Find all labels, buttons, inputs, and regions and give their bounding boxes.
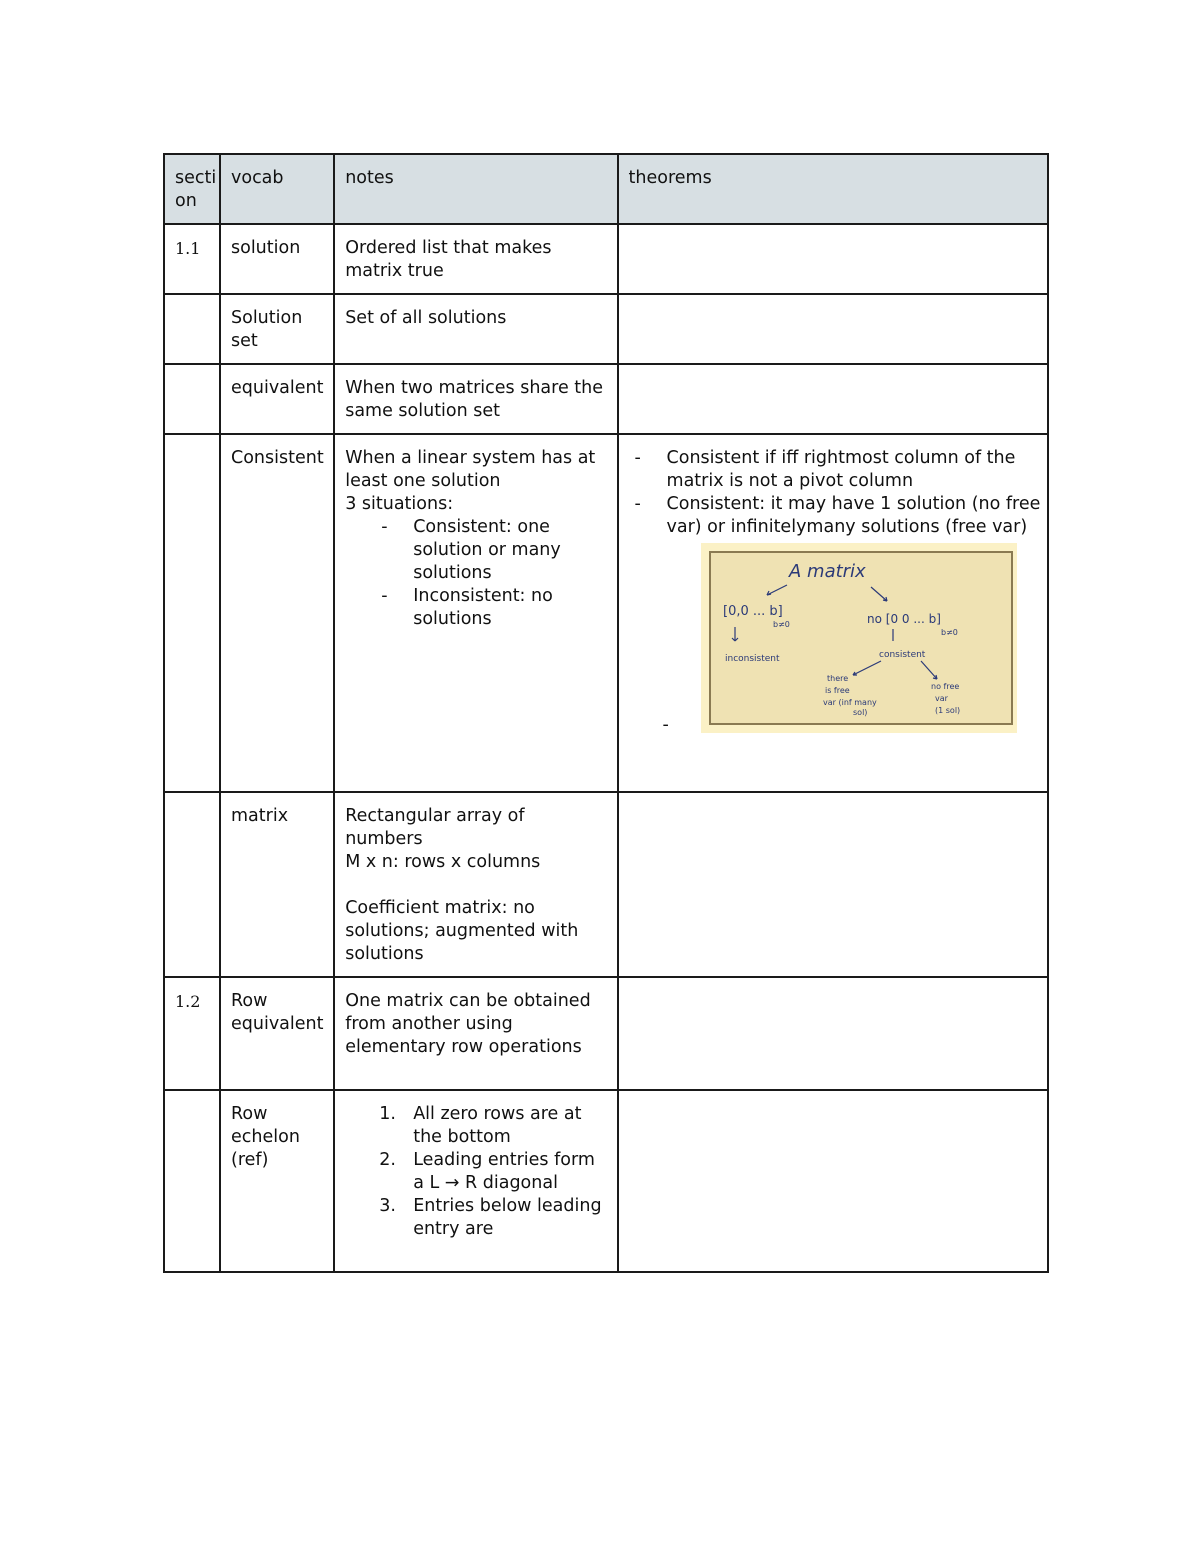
theorems-cell bbox=[618, 364, 1048, 434]
note-line: Coefficient matrix: no solutions; augmented with solutions bbox=[345, 898, 579, 964]
theorem-list bbox=[599, 447, 1041, 539]
notes-cell bbox=[334, 1090, 617, 1272]
list-item bbox=[345, 1103, 606, 1149]
list-item: - Consistent if iff rightmost column of the matrix is not a pivot column bbox=[599, 447, 1041, 493]
header-notes: notes bbox=[334, 154, 617, 224]
table-row bbox=[164, 1090, 1048, 1272]
list-item: - Inconsistent: no solutions bbox=[345, 585, 606, 631]
note-bullet-list bbox=[345, 516, 606, 631]
note-line: M x n: rows x columns bbox=[345, 852, 541, 872]
header-theorems: theorems bbox=[618, 154, 1048, 224]
table-row bbox=[164, 434, 1048, 792]
sketch-left-result: inconsistent bbox=[724, 654, 780, 664]
vocab-cell: matrix bbox=[220, 792, 334, 977]
table-row bbox=[164, 224, 1048, 294]
sketch-title: A matrix bbox=[788, 561, 866, 582]
theorems-cell bbox=[618, 792, 1048, 977]
vocab-cell: Solution set bbox=[220, 294, 334, 364]
list-number: 1. bbox=[379, 1104, 396, 1124]
section-cell: 1.2 bbox=[164, 977, 220, 1090]
vocab-cell: Consistent bbox=[220, 434, 334, 792]
vocab-cell: equivalent bbox=[220, 364, 334, 434]
note-line: 3 situations: bbox=[345, 494, 454, 514]
sketch-branch-right-1: no free bbox=[930, 682, 959, 691]
sketch-right-note: b≠0 bbox=[940, 628, 958, 637]
table-row bbox=[164, 364, 1048, 434]
table-row bbox=[164, 294, 1048, 364]
sketch-branch-left-2: is free bbox=[824, 686, 850, 695]
section-cell bbox=[164, 434, 220, 792]
sketch-left-note: b≠0 bbox=[772, 620, 790, 629]
notes-cell bbox=[334, 792, 617, 977]
header-section: secti on bbox=[164, 154, 220, 224]
list-item bbox=[345, 1149, 606, 1195]
note-line bbox=[345, 874, 606, 897]
sketch-branch-left-1: there bbox=[826, 674, 848, 683]
list-item: - Consistent: it may have 1 solution (no free var) or infinitelymany solutions (free var) bbox=[599, 493, 1041, 539]
note-line: Rectangular array of numbers bbox=[345, 806, 525, 849]
section-cell bbox=[164, 364, 220, 434]
notes-cell: Set of all solutions bbox=[334, 294, 617, 364]
list-item: - Consistent: one solution or many solutions bbox=[345, 516, 606, 585]
table-row bbox=[164, 792, 1048, 977]
section-cell bbox=[164, 1090, 220, 1272]
matrix-tree-sketch bbox=[701, 543, 1017, 733]
list-item-text: All zero rows are at the bottom bbox=[413, 1104, 582, 1147]
list-item-text: Entries below leading entry are bbox=[413, 1196, 602, 1239]
sketch-branch-right-3: (1 sol) bbox=[934, 706, 960, 715]
vocab-cell: solution bbox=[220, 224, 334, 294]
note-line: When a linear system has at least one solution bbox=[345, 448, 596, 491]
list-item bbox=[345, 1195, 606, 1241]
notes-cell bbox=[334, 434, 617, 792]
theorems-cell bbox=[618, 977, 1048, 1090]
numbered-list bbox=[345, 1103, 606, 1241]
theorems-cell bbox=[618, 224, 1048, 294]
notes-cell: One matrix can be obtained from another using elementary row operations bbox=[334, 977, 617, 1090]
theorems-cell bbox=[618, 1090, 1048, 1272]
sketch-left-row: [0,0 ... b] bbox=[722, 604, 783, 619]
list-number: 2. bbox=[379, 1150, 396, 1170]
theorems-cell bbox=[618, 434, 1048, 792]
section-cell bbox=[164, 294, 220, 364]
sketch-branch-left-4: sol) bbox=[852, 708, 867, 717]
notes-table bbox=[163, 153, 1049, 1273]
sketch-arrows bbox=[732, 585, 937, 679]
list-number: 3. bbox=[379, 1196, 396, 1216]
bullet-dash: - bbox=[662, 715, 669, 735]
section-cell bbox=[164, 792, 220, 977]
header-vocab: vocab bbox=[220, 154, 334, 224]
table-row bbox=[164, 977, 1048, 1090]
sketch-container bbox=[625, 543, 1041, 733]
notes-cell: When two matrices share the same solution set bbox=[334, 364, 617, 434]
header-row bbox=[164, 154, 1048, 224]
sketch-right-row: no [0 0 ... b] bbox=[866, 612, 941, 626]
handwritten-sketch-image bbox=[701, 543, 1017, 733]
vocab-cell: Row equivalent bbox=[220, 977, 334, 1090]
section-cell: 1.1 bbox=[164, 224, 220, 294]
sketch-branch-right-2: var bbox=[934, 694, 948, 703]
notes-cell: Ordered list that makes matrix true bbox=[334, 224, 617, 294]
list-item-text: Leading entries form a L → R diagonal bbox=[413, 1150, 595, 1193]
vocab-cell: Row echelon (ref) bbox=[220, 1090, 334, 1272]
sketch-right-result: consistent bbox=[878, 650, 925, 660]
sketch-branch-left-3: var (inf many bbox=[822, 698, 877, 707]
theorems-cell bbox=[618, 294, 1048, 364]
